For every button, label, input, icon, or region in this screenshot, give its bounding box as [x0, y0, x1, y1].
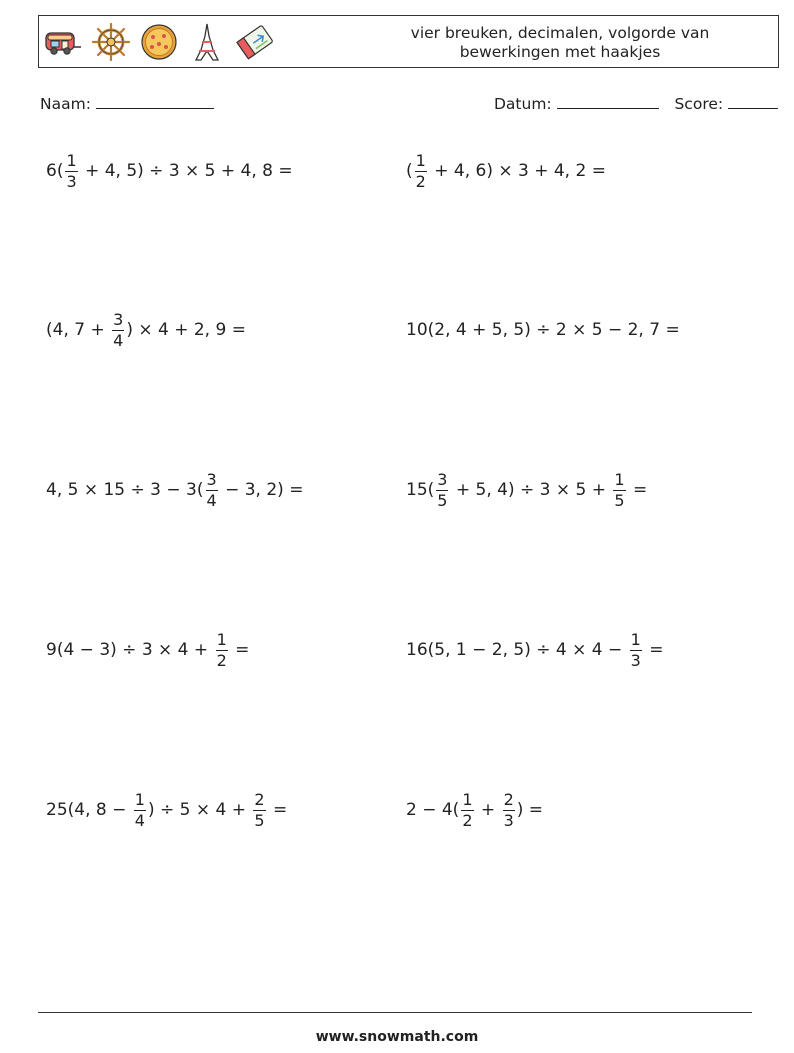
score-label: Score:	[674, 95, 724, 113]
expression-text: =	[627, 480, 648, 500]
fraction	[630, 629, 642, 670]
fraction	[503, 789, 515, 830]
title-line-1: vier breuken, decimalen, volgorde van	[410, 24, 710, 42]
fraction-numerator: 2	[254, 789, 265, 809]
date-label: Datum:	[494, 95, 552, 113]
fraction-numerator: 1	[134, 789, 145, 809]
fraction-denominator: 5	[614, 490, 625, 510]
ship-wheel-icon	[91, 22, 131, 62]
problem-4	[406, 302, 680, 358]
expression-text: 10(2, 4 + 5, 5) ÷ 2 × 5 − 2, 7 =	[406, 320, 680, 340]
footer-divider	[38, 1012, 752, 1013]
fraction	[216, 629, 228, 670]
fraction	[112, 309, 124, 350]
fraction	[613, 469, 625, 510]
fraction-denominator: 3	[66, 171, 77, 191]
fraction-numerator: 1	[462, 789, 473, 809]
fraction-denominator: 5	[254, 810, 265, 830]
expression-text: 2 − 4(	[406, 800, 460, 820]
problem-7	[46, 622, 249, 678]
fraction-denominator: 4	[206, 490, 217, 510]
expression-text: + 4, 5) ÷ 3 × 5 + 4, 8 =	[79, 161, 293, 181]
fraction-numerator: 1	[415, 150, 426, 170]
problem-8	[406, 622, 663, 678]
expression-text: =	[229, 640, 250, 660]
expression-text: 15(	[406, 480, 435, 500]
expression-text: 4, 5 × 15 ÷ 3 − 3(	[46, 480, 204, 500]
footer-site: www.snowmath.com	[315, 1029, 479, 1045]
fraction-denominator: 4	[113, 330, 124, 350]
problem-1	[46, 143, 293, 199]
fraction-numerator: 1	[216, 629, 227, 649]
expression-text: + 4, 6) × 3 + 4, 2 =	[428, 161, 606, 181]
expression-text: ) ÷ 5 × 4 +	[147, 800, 252, 820]
name-blank[interactable]	[96, 94, 214, 109]
expression-text: + 5, 4) ÷ 3 × 5 +	[450, 480, 612, 500]
fraction-denominator: 2	[462, 810, 473, 830]
fraction-denominator: 5	[437, 490, 448, 510]
title-line-2: bewerkingen met haakjes	[459, 43, 661, 61]
expression-text: 25(4, 8 −	[46, 800, 132, 820]
expression-text: ) × 4 + 2, 9 =	[126, 320, 246, 340]
pizza-icon	[139, 22, 179, 62]
camper-van-icon	[43, 22, 83, 62]
fraction	[206, 469, 218, 510]
fraction-numerator: 1	[630, 629, 641, 649]
problem-5	[46, 462, 303, 518]
fraction	[461, 789, 473, 830]
fraction	[436, 469, 448, 510]
fraction-denominator: 4	[134, 810, 145, 830]
date-score-fields	[494, 94, 778, 113]
fraction	[253, 789, 265, 830]
fraction	[415, 150, 427, 191]
worksheet-title	[370, 24, 750, 62]
problem-3	[46, 302, 246, 358]
expression-text: 9(4 − 3) ÷ 3 × 4 +	[46, 640, 214, 660]
name-field	[40, 94, 214, 113]
expression-text: ) =	[516, 800, 544, 820]
fraction-denominator: 2	[415, 171, 426, 191]
expression-text: +	[475, 800, 501, 820]
fraction-numerator: 3	[437, 469, 448, 489]
score-blank[interactable]	[728, 94, 778, 109]
plane-ticket-icon	[235, 22, 275, 62]
date-blank[interactable]	[557, 94, 659, 109]
expression-text: 6(	[46, 161, 64, 181]
fraction-denominator: 2	[216, 650, 227, 670]
fraction-denominator: 3	[503, 810, 514, 830]
fraction	[134, 789, 146, 830]
problem-9	[46, 782, 287, 838]
worksheet-header	[38, 15, 779, 68]
problem-2	[406, 143, 606, 199]
expression-text: − 3, 2) =	[219, 480, 304, 500]
fraction-denominator: 3	[630, 650, 641, 670]
header-icons	[43, 19, 275, 65]
expression-text: 16(5, 1 − 2, 5) ÷ 4 × 4 −	[406, 640, 628, 660]
expression-text: (	[406, 161, 413, 181]
name-label: Naam:	[40, 95, 91, 113]
fraction-numerator: 1	[66, 150, 77, 170]
problem-6	[406, 462, 647, 518]
expression-text: (4, 7 +	[46, 320, 111, 340]
fraction-numerator: 3	[113, 309, 124, 329]
eiffel-tower-icon	[187, 22, 227, 62]
fraction	[65, 150, 77, 191]
problem-10	[406, 782, 543, 838]
fraction-numerator: 3	[206, 469, 217, 489]
fraction-numerator: 1	[614, 469, 625, 489]
expression-text: =	[267, 800, 288, 820]
fraction-numerator: 2	[503, 789, 514, 809]
expression-text: =	[643, 640, 664, 660]
